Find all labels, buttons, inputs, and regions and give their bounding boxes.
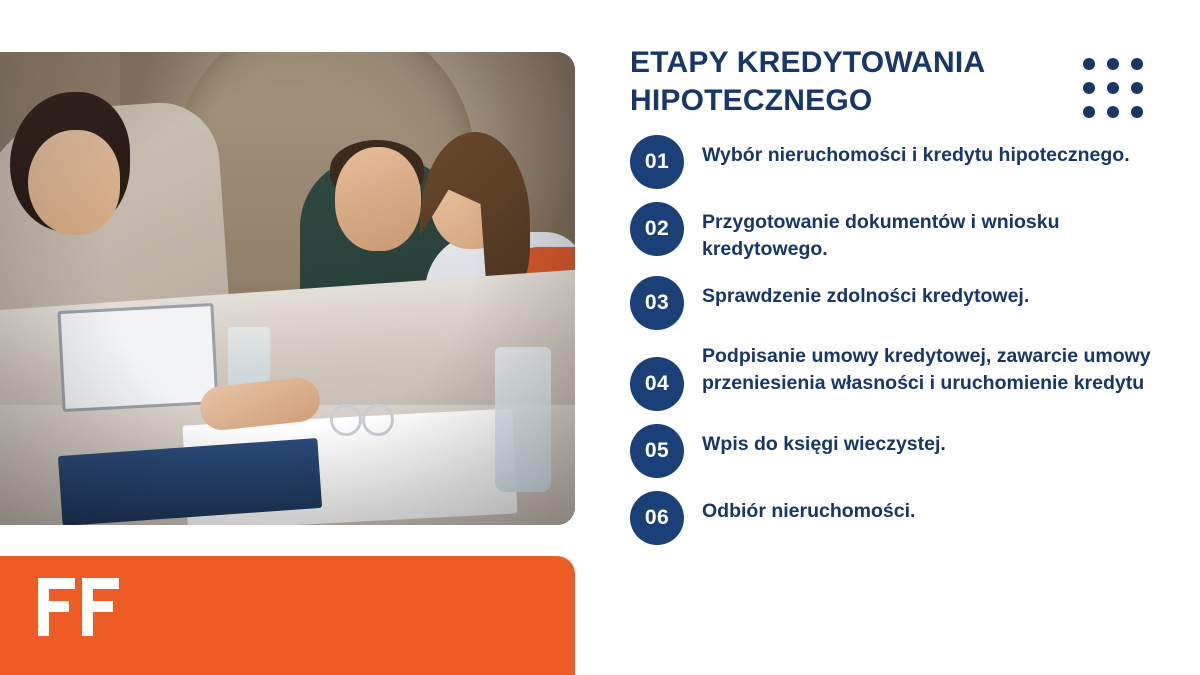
step-description: Podpisanie umowy kredytowej, zawarcie umowy przeniesienia własności i uruchomienie kredytu (702, 344, 1151, 394)
step-item (630, 491, 1175, 545)
step-description: Wpis do księgi wieczystej. (702, 432, 946, 455)
page-title (630, 44, 1060, 120)
dot-icon (1083, 58, 1095, 70)
step-item (630, 424, 1175, 478)
photo-vignette (0, 52, 575, 525)
hero-photo (0, 52, 575, 525)
dot-icon (1131, 58, 1143, 70)
step-number-badge: 04 (630, 357, 684, 411)
steps-list (630, 135, 1175, 558)
step-item (630, 135, 1175, 189)
dot-icon (1131, 82, 1143, 94)
step-number-badge: 06 (630, 491, 684, 545)
step-number-badge: 05 (630, 424, 684, 478)
brand-logo (38, 578, 122, 636)
step-description: Przygotowanie dokumentów i wniosku kredytowego. (702, 211, 1060, 260)
left-column (0, 0, 575, 675)
decorative-dots-icon (1083, 58, 1155, 120)
dot-icon (1131, 106, 1143, 118)
page-title-line1: ETAPY KREDYTOWANIA (630, 46, 986, 79)
step-item (630, 343, 1175, 411)
step-description: Wybór nieruchomości i kredytu hipotecznego. (702, 144, 1130, 166)
step-number-badge: 03 (630, 276, 684, 330)
step-item (630, 276, 1175, 330)
step-number-badge: 02 (630, 202, 684, 256)
step-description: Sprawdzenie zdolności kredytowej. (702, 284, 1030, 307)
step-description: Odbiór nieruchomości. (702, 499, 916, 522)
right-column (600, 0, 1200, 675)
dot-icon (1107, 82, 1119, 94)
step-item (630, 202, 1175, 263)
dot-icon (1083, 106, 1095, 118)
page-title-line2: HIPOTECZNEGO (630, 84, 873, 118)
dot-icon (1107, 58, 1119, 70)
dot-icon (1083, 82, 1095, 94)
step-number-badge: 01 (630, 135, 684, 189)
dot-icon (1107, 106, 1119, 118)
